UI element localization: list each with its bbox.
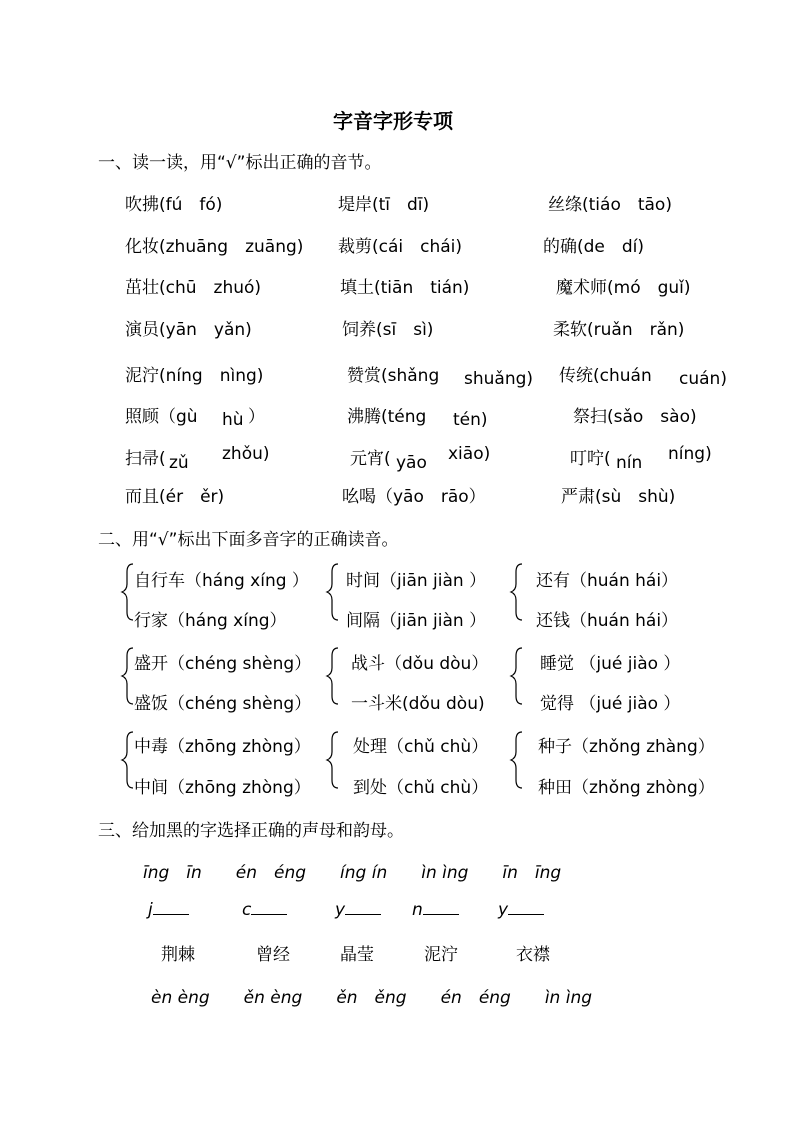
- word-3: 晶莹: [340, 945, 374, 965]
- word-2: 曾经: [256, 945, 290, 965]
- initial-3: y: [335, 900, 381, 920]
- item-3-1: 茁壮(chū zhuó): [125, 278, 262, 298]
- options-top: īng īn én éng íng ín ìn ìng īn īng: [143, 863, 562, 883]
- item-4-2: 饲养(sī sì): [342, 320, 434, 340]
- item-6-1: 照顾（gù: [125, 407, 198, 427]
- poly-5-a: 战斗（dǒu dòu）: [351, 654, 489, 674]
- poly-1-b: 行家（háng xíng）: [134, 611, 287, 631]
- item-7-1-low: zǔ: [169, 453, 189, 473]
- item-2-2: 裁剪(cái chái): [338, 237, 463, 257]
- item-3-2: 填土(tiān tián): [340, 278, 470, 298]
- poly-4-a: 盛开（chéng shèng）: [134, 654, 312, 674]
- section-1-heading: 一、读一读，用“√”标出正确的音节。: [98, 153, 382, 173]
- item-1-2: 堤岸(tī dī): [338, 195, 430, 215]
- item-8-3: 严肃(sù shù): [561, 487, 676, 507]
- initial-5: y: [498, 900, 544, 920]
- item-8-1: 而且(ér ěr): [125, 487, 225, 507]
- poly-5-b: 一斗米(dǒu dòu): [351, 694, 485, 714]
- section-3-heading: 三、给加黑的字选择正确的声母和韵母。: [98, 821, 404, 841]
- initial-2: c: [242, 900, 287, 920]
- item-6-3: 祭扫(sǎo sào): [573, 407, 697, 427]
- section-2-heading: 二、用“√”标出下面多音字的正确读音。: [98, 530, 399, 550]
- item-2-1: 化妆(zhuāng zuāng): [125, 237, 304, 257]
- item-3-3: 魔术师(mó guǐ): [556, 278, 691, 298]
- poly-6-b: 觉得 （jué jiào ）: [540, 694, 681, 714]
- item-7-1-tail: zhǒu): [222, 444, 270, 464]
- poly-4-b: 盛饭（chéng shèng）: [134, 694, 312, 714]
- poly-9-a: 种子（zhǒng zhàng）: [538, 737, 715, 757]
- item-1-3: 丝绦(tiáo tāo): [548, 195, 672, 215]
- poly-3-b: 还钱（huán hái）: [536, 611, 679, 631]
- poly-2-b: 间隔（jiān jiàn ）: [346, 611, 487, 631]
- poly-3-a: 还有（huán hái）: [536, 571, 679, 591]
- item-7-3: 叮咛(: [570, 449, 611, 469]
- item-7-2-tail: xiāo): [448, 444, 491, 464]
- poly-1-a: 自行车（háng xíng ）: [134, 571, 309, 591]
- item-7-2: 元宵(: [350, 449, 391, 469]
- poly-2-a: 时间（jiān jiàn ）: [346, 571, 487, 591]
- item-5-2: 赞赏(shǎng: [347, 366, 440, 386]
- item-6-2: 沸腾(téng: [347, 407, 427, 427]
- item-5-3: 传统(chuán: [559, 366, 652, 386]
- item-2-3: 的确(de dí): [543, 237, 645, 257]
- item-6-1-tail: ）: [248, 407, 265, 427]
- initial-4: n: [412, 900, 459, 920]
- item-4-1: 演员(yān yǎn): [125, 320, 252, 340]
- item-7-2-low: yāo: [396, 453, 427, 473]
- poly-7-a: 中毒（zhōng zhòng）: [134, 737, 311, 757]
- page-title: 字音字形专项: [333, 109, 453, 133]
- poly-6-a: 睡觉 （jué jiào ）: [540, 654, 681, 674]
- item-5-3-low: cuán): [679, 369, 727, 389]
- poly-8-a: 处理（chǔ chù）: [353, 737, 489, 757]
- word-4: 泥泞: [424, 945, 458, 965]
- poly-9-b: 种田（zhǒng zhòng）: [538, 778, 715, 798]
- word-5: 衣襟: [516, 945, 550, 965]
- poly-7-b: 中间（zhōng zhòng）: [134, 778, 311, 798]
- word-1: 荆棘: [161, 945, 195, 965]
- initial-1: j: [148, 900, 189, 920]
- item-5-2-low: shuǎng): [464, 369, 534, 389]
- item-4-3: 柔软(ruǎn rǎn): [553, 320, 685, 340]
- options-bottom: èn èng ěn èng ěn ěng én éng ìn ìng: [151, 988, 593, 1008]
- item-6-2-low: tén): [453, 410, 488, 430]
- item-7-3-tail: níng): [668, 444, 712, 464]
- poly-8-b: 到处（chǔ chù）: [353, 778, 489, 798]
- item-1-1: 吹拂(fú fó): [125, 195, 223, 215]
- item-7-3-low: nín: [616, 453, 643, 473]
- item-5-1: 泥泞(níng nìng): [125, 366, 264, 386]
- item-6-1-low: hù: [222, 410, 244, 430]
- item-7-1: 扫帚(: [125, 449, 166, 469]
- item-8-2: 吆喝（yāo rāo）: [342, 487, 486, 507]
